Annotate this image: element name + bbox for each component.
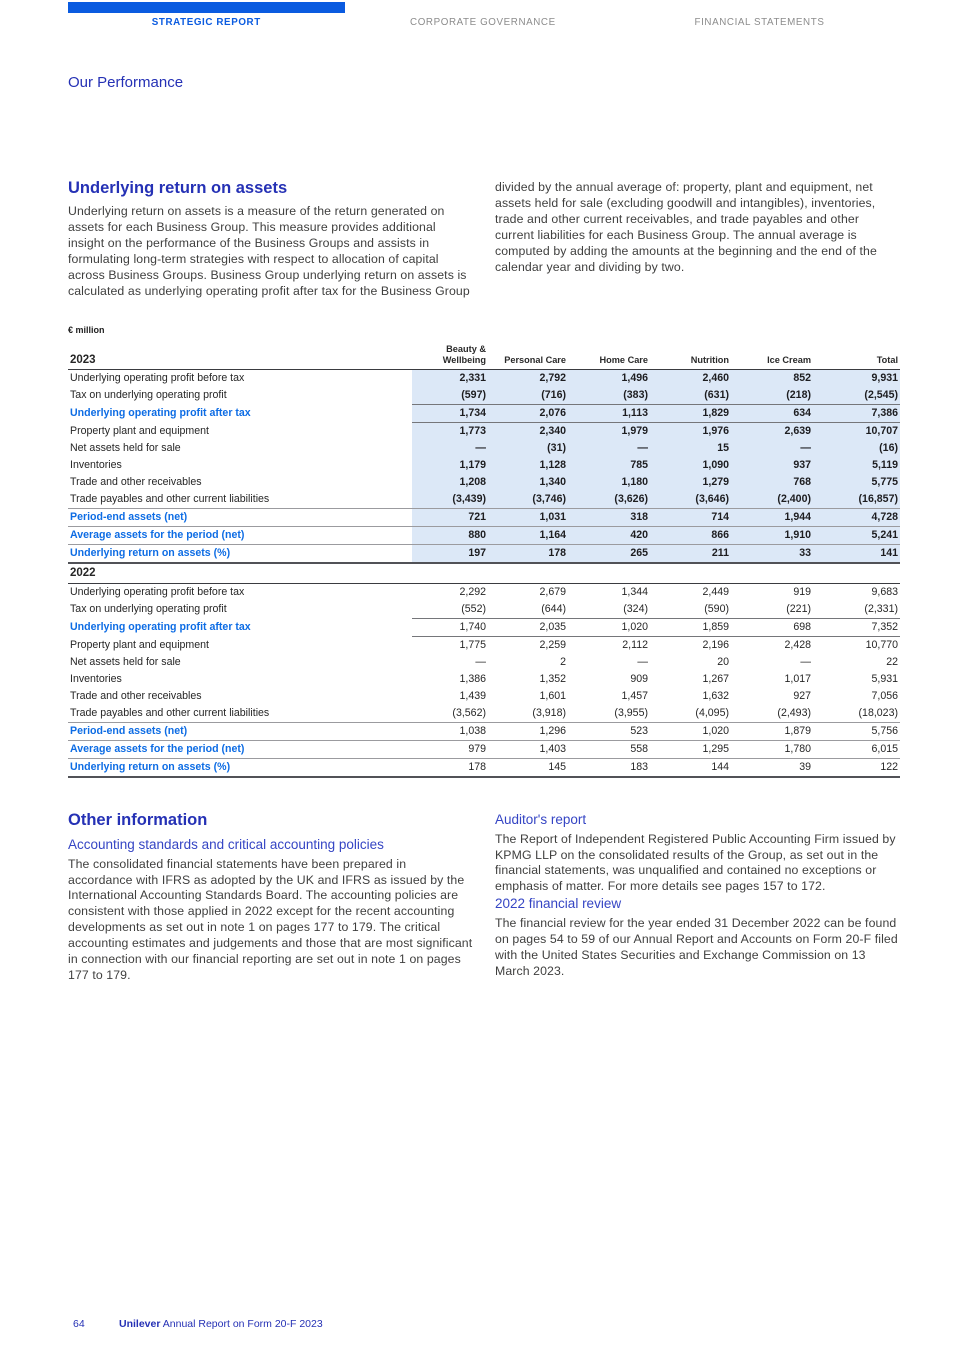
cell-value: 1,910 bbox=[731, 526, 813, 544]
cell-value: (16) bbox=[813, 440, 900, 457]
cell-value: 1,208 bbox=[412, 474, 488, 491]
cell-value: 144 bbox=[650, 758, 731, 777]
cell-value: 10,770 bbox=[865, 639, 898, 652]
cell-value: (597) bbox=[412, 387, 488, 405]
active-tab-indicator bbox=[68, 2, 345, 13]
cell-value: (3,646) bbox=[650, 491, 731, 509]
auditor-text: The Report of Independent Registered Public Accounting Firm issued by KPMG LLP on the consolidated results of the Group, as set out in the financial statements, was unqualified and contained no exceptions or emphasis of matter. For more details see pages 157 to 172. bbox=[495, 831, 896, 894]
column-header: Nutrition bbox=[650, 341, 731, 369]
cell-value: 5,241 bbox=[813, 526, 900, 544]
intro-section bbox=[68, 179, 900, 299]
cell-value: 1,859 bbox=[650, 618, 731, 636]
cell-value: (3,918) bbox=[532, 707, 566, 720]
cell-value: (3,955) bbox=[614, 707, 648, 720]
table-row bbox=[68, 688, 900, 705]
cell-value: 2,292 bbox=[459, 586, 486, 599]
cell-value: 558 bbox=[568, 740, 650, 758]
row-label: Underlying operating profit after tax bbox=[70, 407, 251, 420]
cell-value: (3,746) bbox=[488, 491, 568, 509]
cell-value: 1,180 bbox=[568, 474, 650, 491]
cell-value: 880 bbox=[412, 526, 488, 544]
cell-value: 1,020 bbox=[650, 722, 731, 740]
cell-value: (31) bbox=[488, 440, 568, 457]
cell-value: 1,031 bbox=[488, 508, 568, 526]
column-header: Personal Care bbox=[488, 341, 568, 369]
cell-value: (3,626) bbox=[568, 491, 650, 509]
column-header: Home Care bbox=[568, 341, 650, 369]
table-row bbox=[68, 474, 900, 491]
cell-value: — bbox=[800, 656, 811, 669]
cell-value: 10,707 bbox=[813, 422, 900, 440]
cell-value: 2,460 bbox=[650, 369, 731, 387]
cell-value: 5,119 bbox=[813, 457, 900, 474]
cell-value: 1,340 bbox=[488, 474, 568, 491]
cell-value: (16,857) bbox=[813, 491, 900, 509]
row-label: Period-end assets (net) bbox=[68, 508, 412, 526]
intro-paragraph-left: Underlying return on assets is a measure of the return generated on assets for each Business Group. This measure provides additional insight on the performance of the Business Groups and assists in formulating long-term strategies with respect to allocation of capital across Business Groups. Business Group underlying return on assets is calculated as underlying operating profit after tax for the Business Group bbox=[68, 204, 470, 298]
cell-value: (2,493) bbox=[777, 707, 811, 720]
financial-table-block bbox=[68, 325, 900, 777]
review-2022-heading: 2022 financial review bbox=[495, 896, 622, 912]
cell-value: (2,545) bbox=[813, 387, 900, 405]
cell-value: 2,428 bbox=[784, 639, 811, 652]
cell-value: 1,403 bbox=[488, 740, 568, 758]
row-label: Trade and other receivables bbox=[70, 476, 202, 489]
cell-value: 141 bbox=[813, 544, 900, 563]
cell-value: 768 bbox=[731, 474, 813, 491]
table-row bbox=[68, 526, 900, 544]
year-label: 2023 bbox=[68, 341, 412, 369]
year-label: 2022 bbox=[68, 563, 900, 584]
cell-value: 122 bbox=[813, 758, 900, 777]
table-row bbox=[68, 491, 900, 509]
cell-value: 1,267 bbox=[702, 673, 729, 686]
table-row bbox=[68, 387, 900, 405]
review-2022-text: The financial review for the year ended 31 December 2022 can be found on pages 54 to 59 of our Annual Report and Accounts on Form 20-F filed with the United States Securities and Exchange Commission on 13 March 2023. bbox=[495, 916, 898, 978]
other-information-title: Other information bbox=[68, 810, 208, 829]
tab-strategic-report[interactable]: STRATEGIC REPORT bbox=[68, 2, 345, 28]
cell-value: 927 bbox=[793, 690, 811, 703]
cell-value: 265 bbox=[568, 544, 650, 563]
cell-value: 6,015 bbox=[813, 740, 900, 758]
row-label: Average assets for the period (net) bbox=[68, 526, 412, 544]
table-row bbox=[68, 457, 900, 474]
cell-value: (2,400) bbox=[731, 491, 813, 509]
row-label: Underlying operating profit after tax bbox=[70, 621, 251, 634]
table-row bbox=[68, 758, 900, 777]
cell-value: 2,035 bbox=[488, 618, 568, 636]
page-title: Underlying return on assets bbox=[68, 179, 288, 197]
cell-value: 1,773 bbox=[412, 422, 488, 440]
cell-value: — bbox=[412, 440, 488, 457]
cell-value: 5,756 bbox=[813, 722, 900, 740]
cell-value: 1,386 bbox=[459, 673, 486, 686]
cell-value: 1,344 bbox=[621, 586, 648, 599]
cell-value: (631) bbox=[650, 387, 731, 405]
cell-value: 1,979 bbox=[568, 422, 650, 440]
other-information-section bbox=[68, 811, 900, 984]
row-label: Net assets held for sale bbox=[70, 442, 181, 455]
cell-value: 1,113 bbox=[568, 404, 650, 422]
table-year-row bbox=[68, 563, 900, 584]
cell-value: 714 bbox=[650, 508, 731, 526]
row-label: Underlying return on assets (%) bbox=[68, 758, 412, 777]
cell-value: 937 bbox=[731, 457, 813, 474]
cell-value: 39 bbox=[731, 758, 813, 777]
column-header: Total bbox=[813, 341, 900, 369]
intro-paragraph-right: divided by the annual average of: property, plant and equipment, net assets held for sale (excluding goodwill and intangibles), inventories, trade and other current receivables, and trade payables and other current liabilities for each Business Group. The annual average is computed by adding the amounts at the beginning and the end of the calendar year and dividing by two. bbox=[495, 180, 877, 274]
table-header-row bbox=[68, 341, 900, 369]
cell-value: (3,562) bbox=[452, 707, 486, 720]
row-label: Tax on underlying operating profit bbox=[70, 389, 227, 402]
top-navigation bbox=[68, 2, 898, 28]
cell-value: (716) bbox=[488, 387, 568, 405]
cell-value: (4,095) bbox=[695, 707, 729, 720]
page-number: 64 bbox=[73, 1318, 85, 1330]
cell-value: 318 bbox=[568, 508, 650, 526]
cell-value: 1,038 bbox=[412, 722, 488, 740]
table-row bbox=[68, 618, 900, 636]
cell-value: (324) bbox=[623, 603, 648, 616]
cell-value: — bbox=[637, 656, 648, 669]
cell-value: (221) bbox=[786, 603, 811, 616]
cell-value: 178 bbox=[488, 544, 568, 563]
cell-value: 1,944 bbox=[731, 508, 813, 526]
tab-corporate-governance[interactable]: CORPORATE GOVERNANCE bbox=[410, 17, 556, 28]
table-row bbox=[68, 722, 900, 740]
row-label: Property plant and equipment bbox=[70, 424, 209, 437]
cell-value: 4,728 bbox=[813, 508, 900, 526]
cell-value: 1,279 bbox=[650, 474, 731, 491]
cell-value: 1,296 bbox=[488, 722, 568, 740]
cell-value: 919 bbox=[793, 586, 811, 599]
row-label: Trade payables and other current liabilities bbox=[70, 493, 270, 506]
cell-value: 2,792 bbox=[488, 369, 568, 387]
cell-value: 698 bbox=[731, 618, 813, 636]
cell-value: 2,340 bbox=[488, 422, 568, 440]
cell-value: 1,632 bbox=[702, 690, 729, 703]
cell-value: (590) bbox=[704, 603, 729, 616]
row-label: Inventories bbox=[70, 459, 122, 472]
cell-value: 145 bbox=[488, 758, 568, 777]
cell-value: 1,179 bbox=[412, 457, 488, 474]
table-row bbox=[68, 369, 900, 387]
cell-value: 2,259 bbox=[539, 639, 566, 652]
cell-value: (2,331) bbox=[864, 603, 898, 616]
cell-value: (644) bbox=[541, 603, 566, 616]
cell-value: 7,352 bbox=[813, 618, 900, 636]
cell-value: 2,639 bbox=[731, 422, 813, 440]
accounting-heading: Accounting standards and critical accounting policies bbox=[68, 836, 384, 852]
cell-value: 5,775 bbox=[813, 474, 900, 491]
cell-value: 197 bbox=[412, 544, 488, 563]
cell-value: — bbox=[568, 440, 650, 457]
cell-value: 1,439 bbox=[459, 690, 486, 703]
cell-value: 211 bbox=[650, 544, 731, 563]
row-label: Trade and other receivables bbox=[70, 690, 202, 703]
cell-value: 1,775 bbox=[459, 639, 486, 652]
cell-value: 1,879 bbox=[731, 722, 813, 740]
cell-value: 1,496 bbox=[568, 369, 650, 387]
cell-value: 979 bbox=[412, 740, 488, 758]
cell-value: 721 bbox=[412, 508, 488, 526]
cell-value: 20 bbox=[717, 656, 729, 669]
row-label: Underlying return on assets (%) bbox=[68, 544, 412, 563]
cell-value: 1,164 bbox=[488, 526, 568, 544]
table-row bbox=[68, 508, 900, 526]
cell-value: (218) bbox=[731, 387, 813, 405]
table-row bbox=[68, 636, 900, 654]
financial-table bbox=[68, 341, 900, 777]
cell-value: 2 bbox=[560, 656, 566, 669]
table-row bbox=[68, 440, 900, 457]
row-label: Period-end assets (net) bbox=[68, 722, 412, 740]
cell-value: 2,112 bbox=[622, 639, 648, 652]
accounting-text: The consolidated financial statements have been prepared in accordance with IFRS as adopted by the UK and IFRS as issued by the International Accounting Standards Board. The accounting policies are consistent with those applied in 2022 except for the recent accounting developments as set out in note 1 on pages 177 to 179. The critical accounting estimates and judgements and those that are most significant in connection with our financial reporting are set out in note 1 on pages 177 to 179. bbox=[68, 856, 473, 982]
table-row bbox=[68, 654, 900, 671]
cell-value: 634 bbox=[731, 404, 813, 422]
cell-value: 785 bbox=[568, 457, 650, 474]
cell-value: 866 bbox=[650, 526, 731, 544]
row-label: Inventories bbox=[70, 673, 122, 686]
table-row bbox=[68, 705, 900, 723]
row-label: Net assets held for sale bbox=[70, 656, 181, 669]
cell-value: — bbox=[731, 440, 813, 457]
auditor-heading: Auditor's report bbox=[495, 811, 587, 827]
cell-value: (383) bbox=[568, 387, 650, 405]
cell-value: 2,449 bbox=[702, 586, 729, 599]
cell-value: 1,976 bbox=[650, 422, 731, 440]
cell-value: 1,017 bbox=[784, 673, 811, 686]
cell-value: 1,601 bbox=[539, 690, 566, 703]
table-row bbox=[68, 740, 900, 758]
row-label: Underlying operating profit before tax bbox=[70, 586, 245, 599]
row-label: Average assets for the period (net) bbox=[68, 740, 412, 758]
cell-value: (18,023) bbox=[858, 707, 898, 720]
cell-value: — bbox=[475, 656, 486, 669]
cell-value: 7,056 bbox=[871, 690, 898, 703]
cell-value: 2,196 bbox=[702, 639, 729, 652]
cell-value: 1,020 bbox=[568, 618, 650, 636]
cell-value: 9,683 bbox=[871, 586, 898, 599]
cell-value: 5,931 bbox=[871, 673, 898, 686]
column-header: Beauty & Wellbeing bbox=[412, 341, 488, 369]
cell-value: 15 bbox=[650, 440, 731, 457]
tab-financial-statements[interactable]: FINANCIAL STATEMENTS bbox=[694, 17, 825, 28]
cell-value: 2,076 bbox=[488, 404, 568, 422]
section-label: Our Performance bbox=[68, 74, 184, 91]
cell-value: 1,829 bbox=[650, 404, 731, 422]
cell-value: 33 bbox=[731, 544, 813, 563]
footer-text: Annual Report on Form 20-F 2023 bbox=[160, 1318, 323, 1330]
cell-value: (3,439) bbox=[412, 491, 488, 509]
row-label: Trade payables and other current liabilities bbox=[70, 707, 270, 720]
table-row bbox=[68, 671, 900, 688]
page-footer bbox=[73, 1318, 323, 1330]
cell-value: 183 bbox=[568, 758, 650, 777]
cell-value: (552) bbox=[461, 603, 486, 616]
cell-value: 1,457 bbox=[621, 690, 648, 703]
cell-value: 1,740 bbox=[412, 618, 488, 636]
cell-value: 22 bbox=[886, 656, 898, 669]
cell-value: 1,090 bbox=[650, 457, 731, 474]
table-row bbox=[68, 583, 900, 601]
cell-value: 2,679 bbox=[539, 586, 566, 599]
cell-value: 420 bbox=[568, 526, 650, 544]
cell-value: 909 bbox=[630, 673, 648, 686]
table-row bbox=[68, 404, 900, 422]
brand-name: Unilever bbox=[119, 1318, 161, 1330]
cell-value: 1,780 bbox=[731, 740, 813, 758]
column-header: Ice Cream bbox=[731, 341, 813, 369]
row-label: Tax on underlying operating profit bbox=[70, 603, 227, 616]
cell-value: 9,931 bbox=[813, 369, 900, 387]
table-row bbox=[68, 422, 900, 440]
cell-value: 7,386 bbox=[813, 404, 900, 422]
cell-value: 178 bbox=[412, 758, 488, 777]
cell-value: 2,331 bbox=[412, 369, 488, 387]
table-unit-label: € million bbox=[68, 325, 105, 336]
cell-value: 1,128 bbox=[488, 457, 568, 474]
cell-value: 523 bbox=[568, 722, 650, 740]
table-row bbox=[68, 601, 900, 619]
cell-value: 852 bbox=[731, 369, 813, 387]
row-label: Underlying operating profit before tax bbox=[70, 372, 245, 385]
table-row bbox=[68, 544, 900, 563]
cell-value: 1,352 bbox=[539, 673, 566, 686]
cell-value: 1,734 bbox=[412, 404, 488, 422]
row-label: Property plant and equipment bbox=[70, 638, 209, 651]
cell-value: 1,295 bbox=[650, 740, 731, 758]
